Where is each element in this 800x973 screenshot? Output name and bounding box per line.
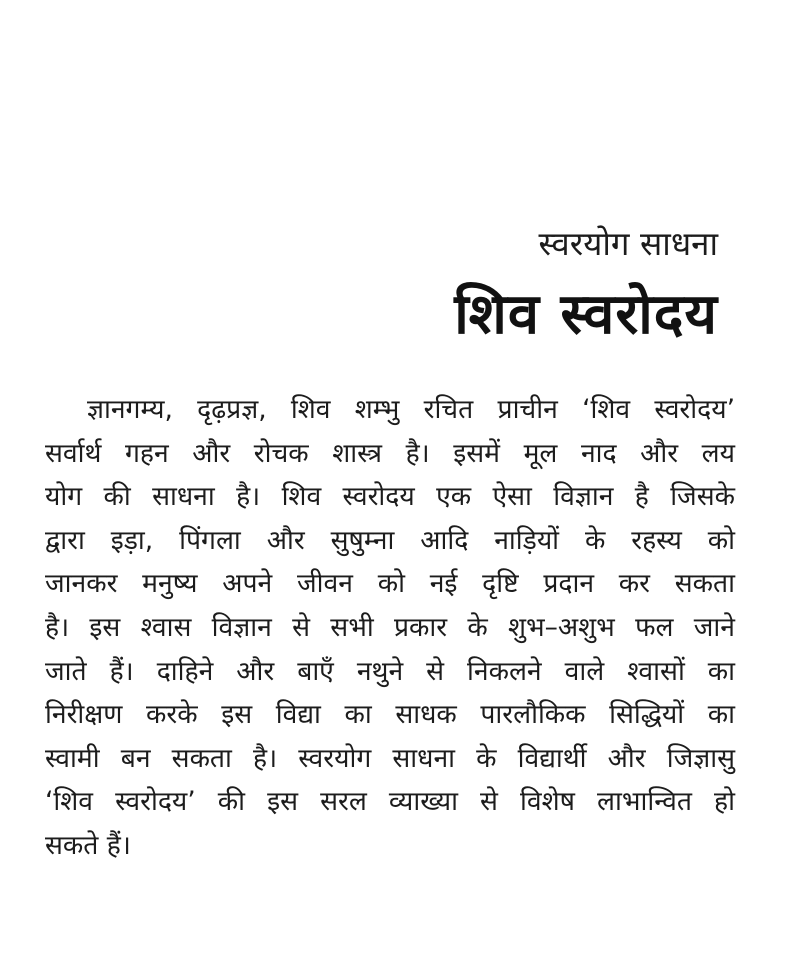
paragraph-line: स्वामी बन सकता है। स्वरयोग साधना के विद्यार्थी और जिज्ञासु: [45, 742, 735, 774]
paragraph-line-last: सकते हैं।: [45, 829, 131, 861]
paragraph-line: ज्ञानगम्य, दृढ़प्रज्ञ, शिव शम्भु रचित प्राचीन ‘शिव स्वरोदय’: [87, 394, 735, 425]
paragraph-line: है। इस श्वास विज्ञान से सभी प्रकार के शुभ–अशुभ फल जाने: [45, 611, 735, 643]
paragraph-line: योग की साधना है। शिव स्वरोदय एक ऐसा विज्ञान है जिसके: [45, 481, 735, 513]
paragraph-line: सर्वार्थ गहन और रोचक शास्त्र है। इसमें मूल नाद और लय: [45, 437, 735, 469]
body-paragraph: [45, 388, 735, 868]
page-subtitle: स्वरयोग साधना: [538, 224, 718, 263]
page-title: शिव स्वरोदय: [454, 282, 718, 347]
paragraph-line: द्वारा इड़ा, पिंगला और सुषुम्ना आदि नाड़ियों के रहस्य को: [45, 524, 735, 556]
paragraph-line: जानकर मनुष्य अपने जीवन को नई दृष्टि प्रदान कर सकता: [45, 568, 735, 600]
paragraph-line: निरीक्षण करके इस विद्या का साधक पारलौकिक सिद्धियों का: [45, 699, 735, 731]
paragraph-line: ‘शिव स्वरोदय’ की इस सरल व्याख्या से विशेष लाभान्वित हो: [45, 786, 735, 818]
paragraph-line: जाते हैं। दाहिने और बाएँ नथुने से निकलने वाले श्वासों का: [45, 655, 735, 687]
